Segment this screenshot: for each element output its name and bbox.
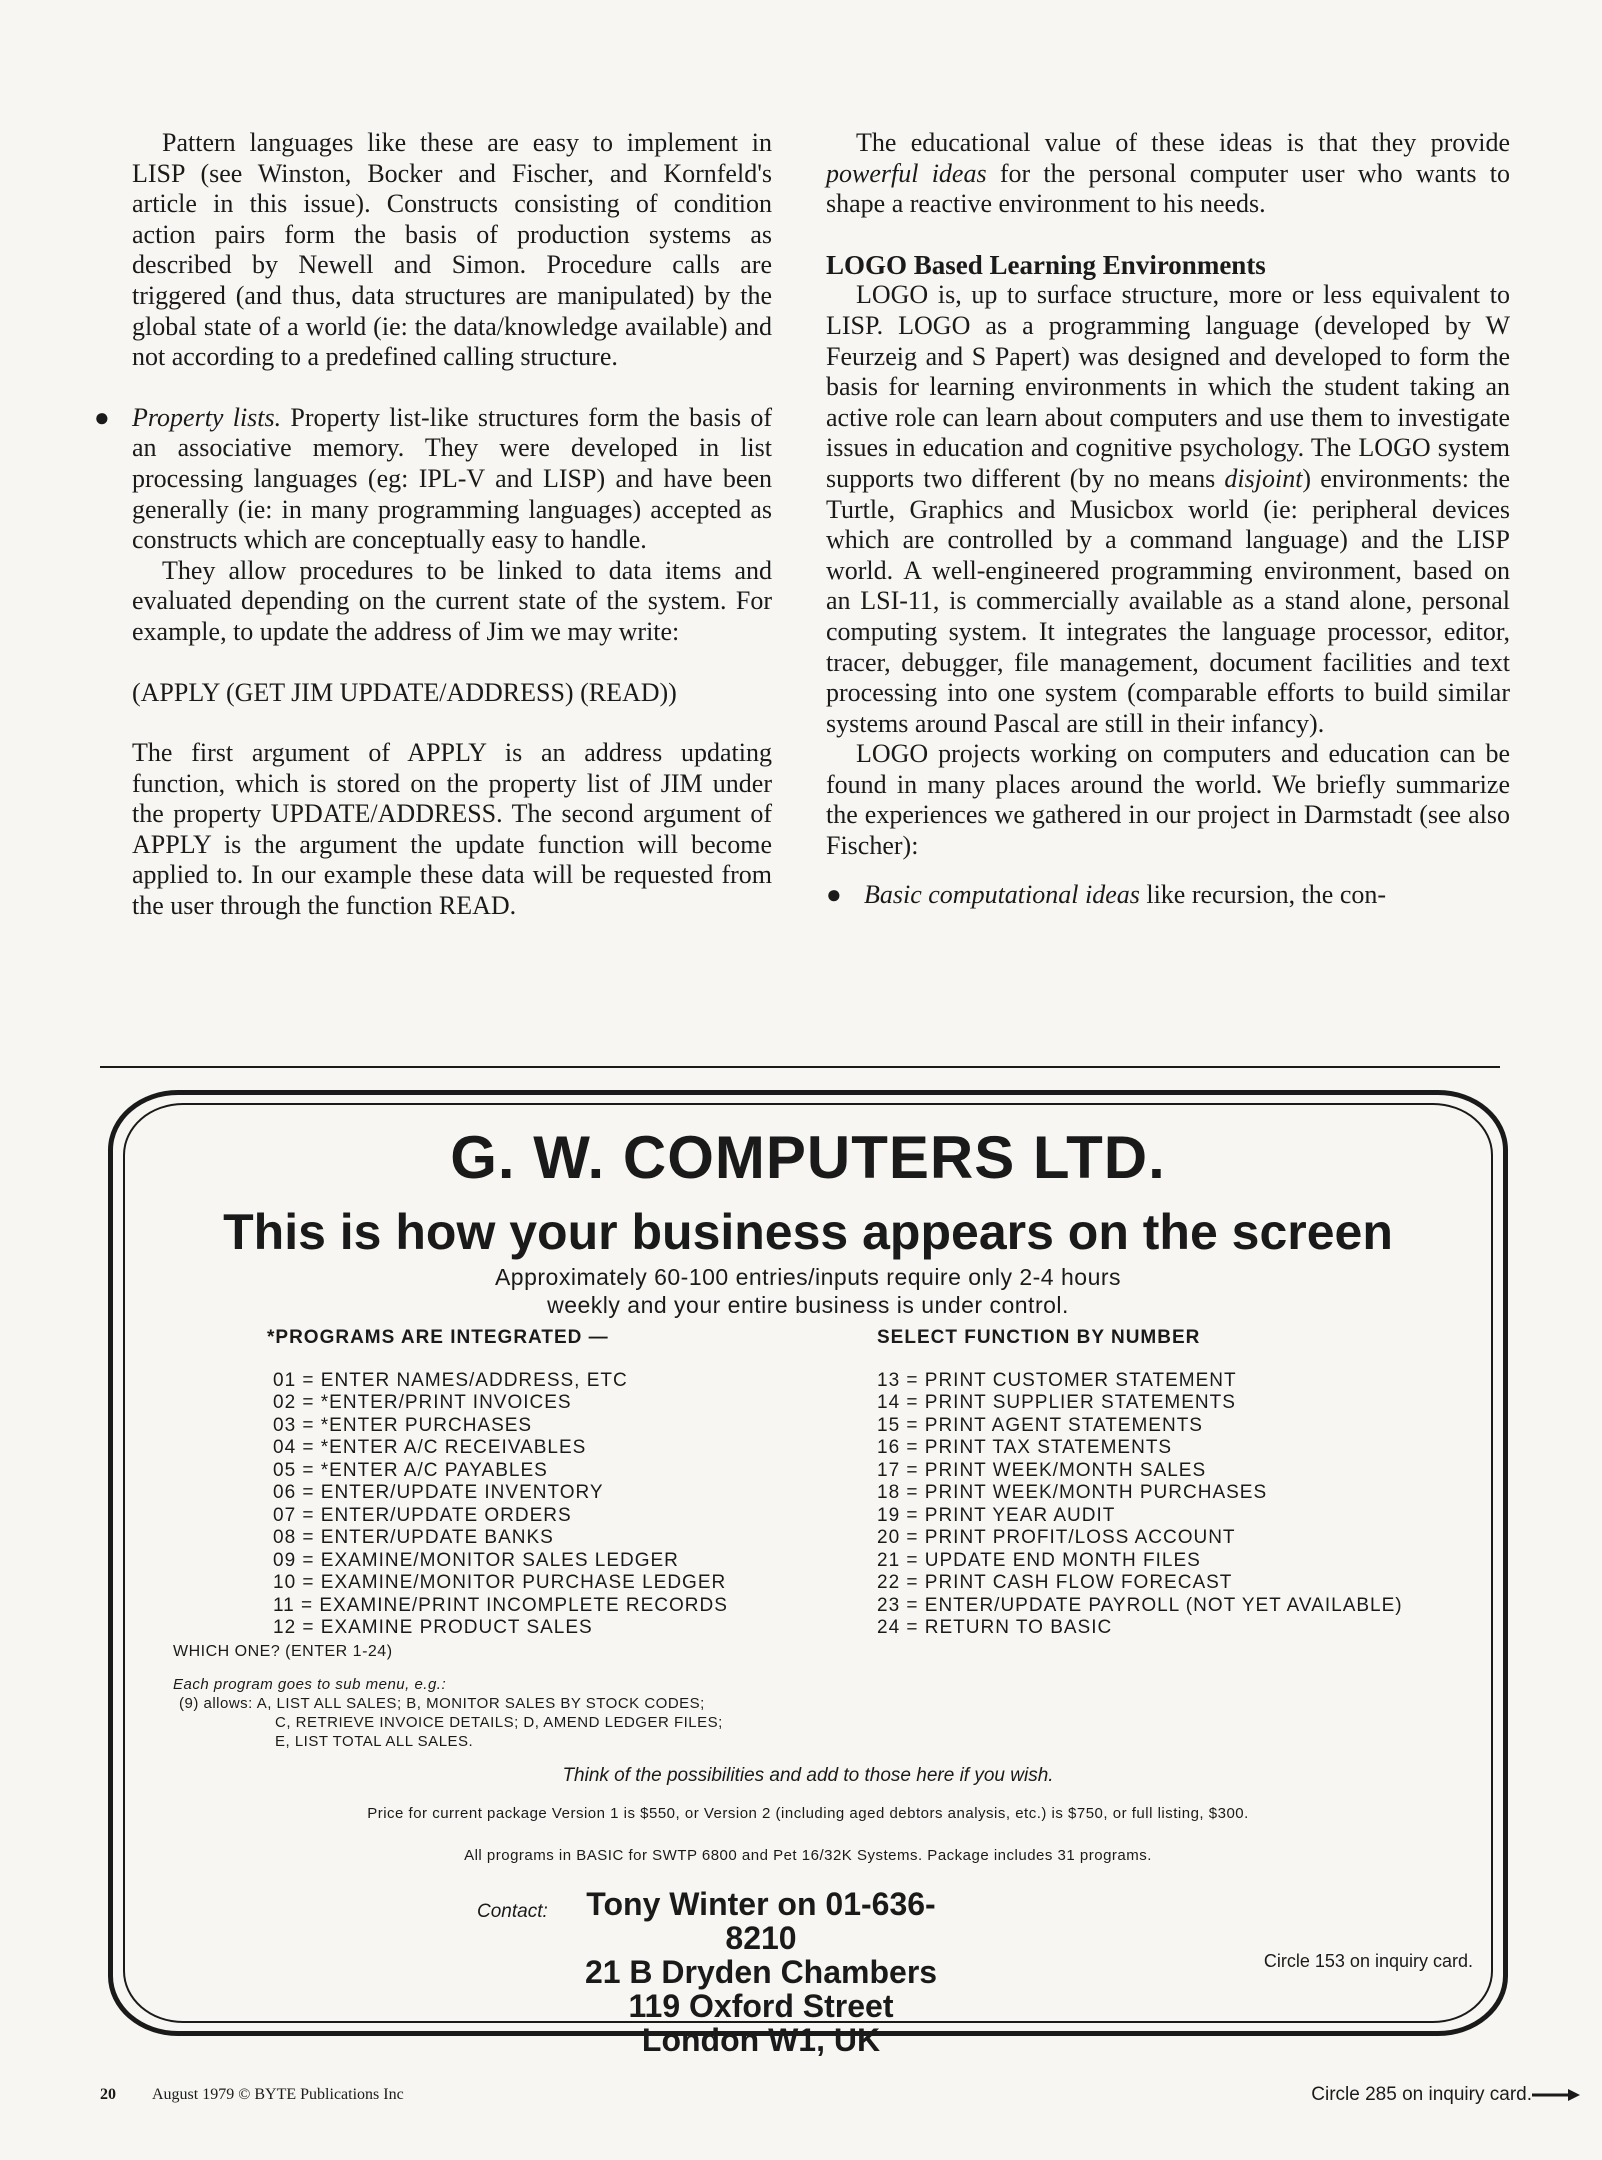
ad-subtitle: This is how your business appears on the screen [223, 1204, 1393, 1260]
bullet-text: Property list-like structures form the basis of an associative memory. They were developed in list processing languages (eg: IPL-V and LISP) and have been generally (ie: in many programming languages) accepted as constructs which are conceptually easy to handle. [132, 402, 772, 555]
system-info: All programs in BASIC for SWTP 6800 and Pet 16/32K Systems. Package includes 31 programs. [464, 1847, 1152, 1864]
paragraph: Pattern languages like these are easy to implement in LISP (see Winston, Bocker and Fischer, and Kornfeld's article in this issue). Constructs consisting of condition action pairs form the basis of production systems as described by Newell and Simon. Procedure calls are triggered (and thus, data structures are manipulated) by the global state of a world (ie: the data/knowledge available) and not according to a predefined calling structure. [132, 128, 772, 372]
list-item: 09 = EXAMINE/MONITOR SALES LEDGER [273, 1549, 679, 1571]
list-item: 10 = EXAMINE/MONITOR PURCHASE LEDGER [273, 1572, 727, 1593]
list-item: 03 = *ENTER PURCHASES [273, 1414, 533, 1436]
footer-inquiry-note: Circle 285 on inquiry card. [1311, 2084, 1532, 2105]
address-line: 21 B Dryden Chambers [584, 1954, 938, 1990]
list-item: 16 = PRINT TAX STATEMENTS [877, 1437, 1173, 1458]
paragraph [132, 403, 772, 556]
list-item: 14 = PRINT SUPPLIER STATEMENTS [877, 1392, 1236, 1413]
list-item: 23 = ENTER/UPDATE PAYROLL (NOT YET AVAILABLE) [877, 1594, 1403, 1616]
advertisement [108, 1090, 1508, 2058]
list-item: 04 = *ENTER A/C RECEIVABLES [273, 1437, 587, 1458]
section-divider [100, 1066, 1500, 1068]
text-run: for the personal computer user who wants to shape a reactive environment to his needs. [826, 158, 1510, 219]
paragraph: LOGO projects working on computers and education can be found in many places around the world. We briefly summarize the experiences we gathered in our project in Darmstadt (see also Fischer): [826, 739, 1510, 861]
list-item: 01 = ENTER NAMES/ADDRESS, ETC [273, 1369, 628, 1391]
section-heading: LOGO Based Learning Environments [826, 249, 1266, 280]
page-number: 20 [100, 2086, 116, 2103]
publication-credit: August 1979 © BYTE Publications Inc [152, 2086, 404, 2103]
submenu-line: Each program goes to sub menu, e.g.: [173, 1676, 447, 1693]
list-item: 15 = PRINT AGENT STATEMENTS [877, 1414, 1203, 1436]
text-run: The educational value of these ideas is that they provide [856, 128, 1510, 157]
contact-name: Tony Winter on 01-636-8210 [586, 1886, 936, 1956]
list-item: 02 = *ENTER/PRINT INVOICES [273, 1392, 572, 1413]
bullet-text: like recursion, the con- [1139, 879, 1387, 909]
list-item: 05 = *ENTER A/C PAYABLES [273, 1459, 548, 1481]
paragraph [864, 880, 1510, 911]
list-item: 19 = PRINT YEAR AUDIT [877, 1504, 1116, 1526]
bullet-term: Basic computational ideas [864, 879, 1140, 909]
list-heading: *PROGRAMS ARE INTEGRATED — [267, 1327, 609, 1348]
list-item: 07 = ENTER/UPDATE ORDERS [273, 1504, 572, 1526]
ad-title: G. W. COMPUTERS LTD. [450, 1124, 1166, 1191]
ad-intro-line: weekly and your entire business is under control. [547, 1292, 1069, 1318]
bullet-item-property-lists [94, 402, 772, 556]
paragraph [826, 128, 1510, 220]
submenu-line: (9) allows: A, LIST ALL SALES; B, MONITOR SALES BY STOCK CODES; [179, 1695, 705, 1712]
list-item: 08 = ENTER/UPDATE BANKS [273, 1527, 554, 1548]
bullet-dot-icon: ● [94, 402, 110, 432]
list-item: 06 = ENTER/UPDATE INVENTORY [273, 1482, 604, 1503]
submenu-line: C, RETRIEVE INVOICE DETAILS; D, AMEND LEDGER FILES; [275, 1714, 723, 1731]
list-item: 21 = UPDATE END MONTH FILES [877, 1549, 1201, 1571]
price-info: Price for current package Version 1 is $550, or Version 2 (including aged debtors analysis, etc.) is $750, or full listing, $300. [367, 1805, 1249, 1822]
program-list-left [267, 1327, 728, 1640]
paragraph: They allow procedures to be linked to data items and evaluated depending on the current state of the system. For example, to update the address of Jim we may write: [132, 555, 772, 646]
address-line: London W1, UK [641, 2022, 881, 2058]
emphasis: powerful ideas [826, 158, 987, 188]
article-right-column [826, 128, 1510, 910]
submenu-line: E, LIST TOTAL ALL SALES. [275, 1733, 474, 1750]
list-item: 22 = PRINT CASH FLOW FORECAST [877, 1572, 1233, 1593]
bullet-term: Property lists. [132, 402, 282, 432]
submenu-description [173, 1675, 723, 1751]
list-item: 13 = PRINT CUSTOMER STATEMENT [877, 1369, 1237, 1391]
ad-intro [113, 1263, 1503, 1319]
paragraph [826, 280, 1510, 739]
ad-tagline: Think of the possibilities and add to those here if you wish. [562, 1765, 1054, 1786]
list-item: 11 = EXAMINE/PRINT INCOMPLETE RECORDS [273, 1594, 728, 1616]
program-list-right [877, 1327, 1403, 1640]
address-line: 119 Oxford Street [628, 1988, 894, 2024]
ad-intro-line: Approximately 60-100 entries/inputs require only 2-4 hours [494, 1264, 1122, 1290]
arrow-right-icon [1532, 2088, 1580, 2102]
text-run: LOGO is, up to surface structure, more or less equivalent to LISP. LOGO as a programming language (developed by W Feurzeig and S Papert) was designed and developed to form the basis for learning environments in which the student taking an active role can learn about computers and use them to investigate issues in education and cognitive psychology. The LOGO system supports two different (by no means [826, 280, 1510, 493]
menu-prompt: WHICH ONE? (ENTER 1-24) [173, 1643, 393, 1660]
code-example: (APPLY (GET JIM UPDATE/ADDRESS) (READ)) [132, 677, 677, 707]
article-left-column [94, 128, 772, 922]
contact-address [553, 1887, 969, 2057]
list-item: 18 = PRINT WEEK/MONTH PURCHASES [877, 1482, 1268, 1503]
paragraph: The first argument of APPLY is an address updating function, which is stored on the property list of JIM under the property UPDATE/ADDRESS. The second argument of APPLY is the argument the update function will become applied to. In our example these data will be requested from the user through the function READ. [132, 738, 772, 921]
bullet-dot-icon: ● [826, 879, 842, 909]
contact-label: Contact: [477, 1901, 548, 1922]
text-run: ) environments: the Turtle, Graphics and Musicbox world (ie: peripheral devices which are controlled by a command language) and the LISP world. A well-engineered programming environment, based on an LSI-11, is commercially available as a stand alone, personal computing system. It integrates the language processor, editor, tracer, debugger, file management, document facilities and text processing into one system (comparable efforts to build similar systems around Pascal are still in their infancy). [826, 463, 1510, 738]
emphasis: disjoint [1224, 463, 1303, 493]
list-item: 24 = RETURN TO BASIC [877, 1617, 1113, 1638]
list-heading: SELECT FUNCTION BY NUMBER [877, 1327, 1201, 1348]
list-item: 12 = EXAMINE PRODUCT SALES [273, 1617, 593, 1638]
ad-inquiry-note: Circle 153 on inquiry card. [1263, 1951, 1473, 1971]
list-item: 17 = PRINT WEEK/MONTH SALES [877, 1459, 1207, 1481]
list-item: 20 = PRINT PROFIT/LOSS ACCOUNT [877, 1527, 1236, 1548]
bullet-item-basic-ideas [826, 879, 1510, 911]
